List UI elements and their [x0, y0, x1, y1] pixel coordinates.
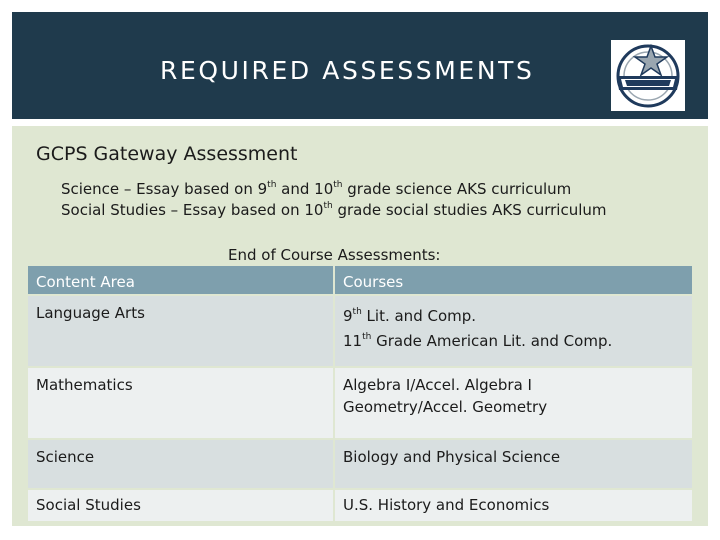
table-row: Language Arts	[28, 296, 333, 366]
table-row: Mathematics	[28, 368, 333, 438]
eoc-table	[28, 266, 692, 521]
gateway-social-studies-line: Social Studies – Essay based on 10th grade social studies AKS curriculum	[61, 201, 607, 219]
academy-logo	[611, 40, 685, 111]
table-row-courses: Biology and Physical Science	[335, 440, 692, 488]
gateway-science-line: Science – Essay based on 9th and 10th grade science AKS curriculum	[61, 180, 572, 198]
table-row-courses: Algebra I/Accel. Algebra I Geometry/Accel. Geometry	[335, 368, 692, 438]
table-row: Social Studies	[28, 490, 333, 521]
table-row-courses: 9th Lit. and Comp. 11th Grade American Lit. and Comp.	[335, 296, 692, 366]
table-row: Science	[28, 440, 333, 488]
eoc-title: End of Course Assessments:	[228, 246, 441, 264]
table-row-courses: U.S. History and Economics	[335, 490, 692, 521]
academy-crest-icon	[611, 40, 685, 111]
header-content-area: Content Area	[28, 266, 333, 294]
slide-title: REQUIRED ASSESSMENTS	[160, 56, 535, 85]
gateway-heading: GCPS Gateway Assessment	[36, 143, 298, 165]
header-courses: Courses	[335, 266, 692, 294]
